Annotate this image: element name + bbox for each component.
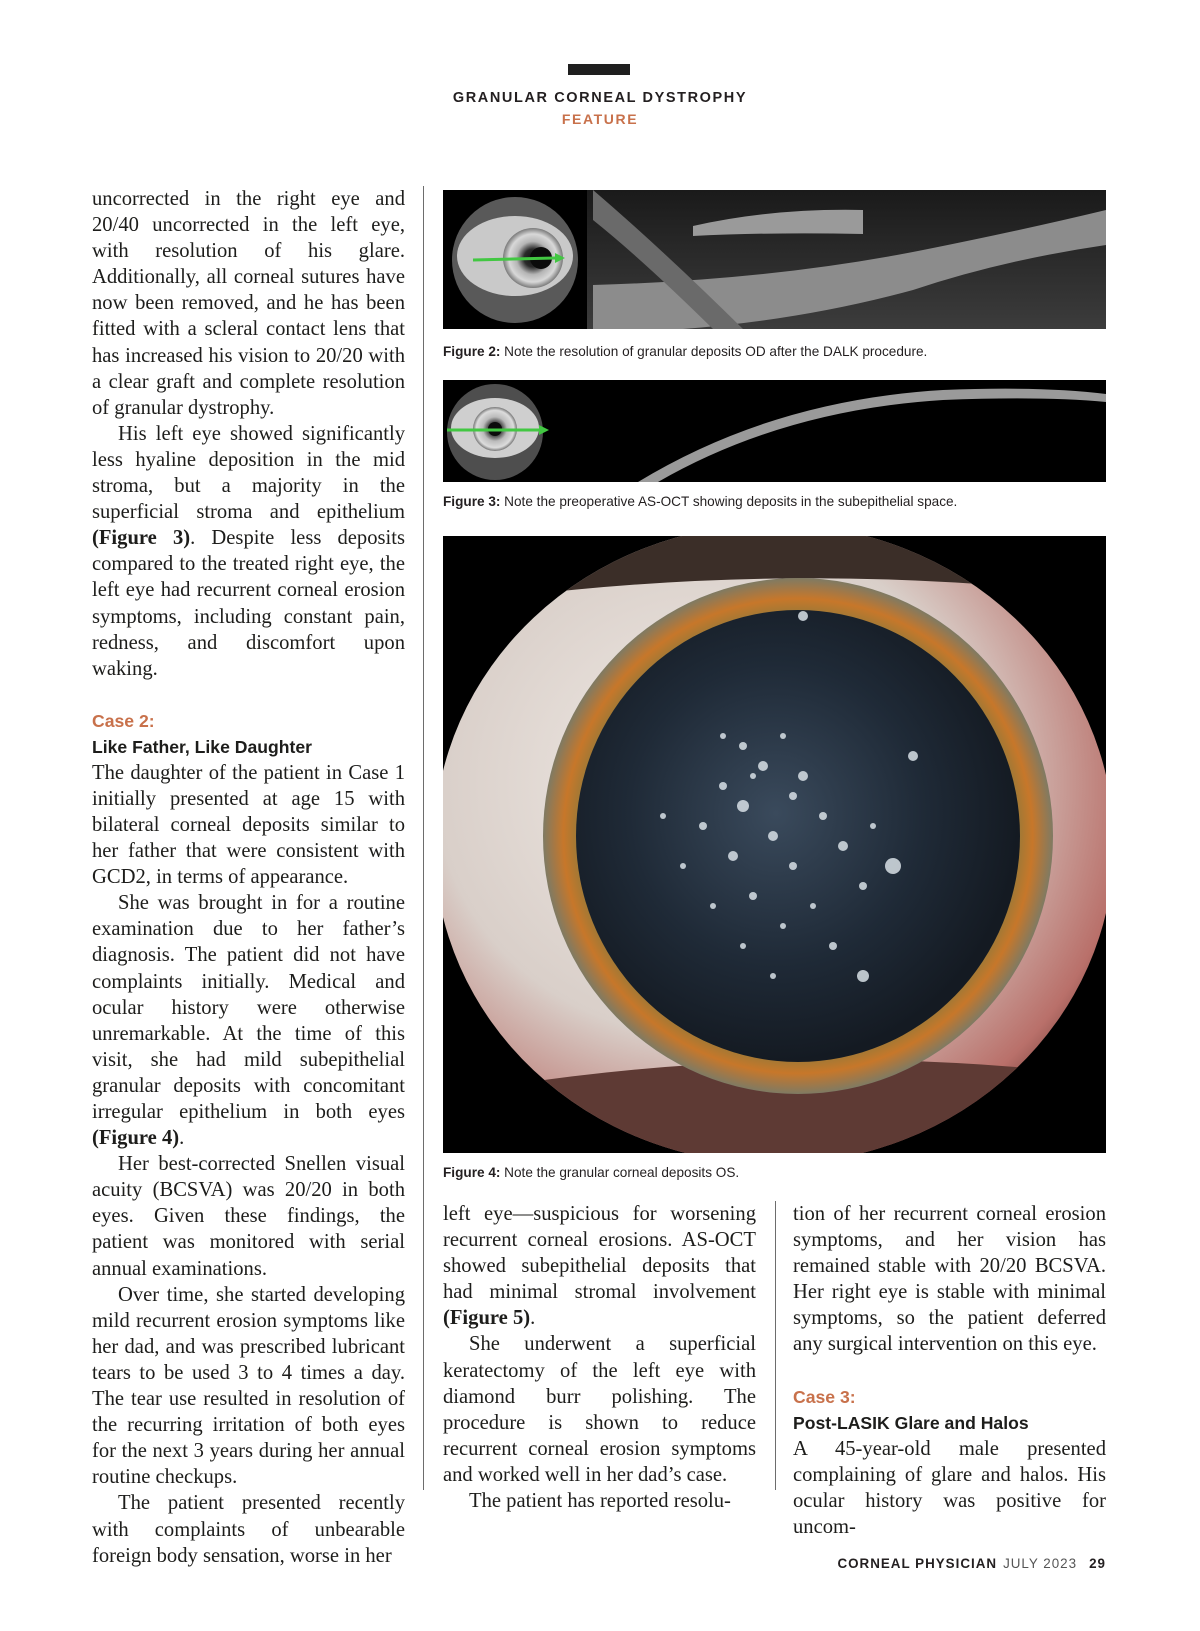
magazine-name: CORNEAL PHYSICIAN [837,1556,998,1571]
case-2-subheading: Like Father, Like Daughter [92,736,312,757]
figure-4-caption: Figure 4: Note the granular corneal deposits OS. [443,1165,740,1180]
article-column-1 [92,186,405,1569]
issue-date: JULY 2023 [1003,1556,1078,1571]
column-divider [423,186,424,1490]
article-column-3 [793,1201,1106,1540]
header-bar [568,64,630,75]
paragraph: She was brought in for a routine examination due to her father’s diagnosis. The patient did not have complaints initially. Medical and ocular history were otherwise unremarkable. At the time of this visit, she had mild subepithelial granular deposits with concomitant irregular epithelium in both eyes (Figure 4). [92,892,405,1150]
paragraph: Her best-corrected Snellen visual acuity (BCSVA) was 20/20 in both eyes. Given these findings, the patient was monitored with serial annual examinations. [92,1153,405,1280]
section-label: FEATURE [561,111,639,127]
paragraph: uncorrected in the right eye and 20/40 uncorrected in the left eye, with resolution of his glare. Additionally, all corneal sutures have now been removed, and he has been fitted with a scleral contact lens that has increased his vision to 20/20 with a clear graft and complete resolution of granular dystrophy. [92,188,405,419]
paragraph: tion of her recurrent corneal erosion symptoms, and her vision has remained stable with 20/20 BCSVA. Her right eye is stable with minimal symptoms, so the patient deferred any surgical intervention on this eye. [793,1203,1106,1356]
paragraph: She underwent a superficial keratectomy of the left eye with diamond burr polishing. The procedure is shown to reduce recurrent corneal erosion symptoms and worked well in her dad’s case. [443,1333,756,1486]
paragraph: The daughter of the patient in Case 1 initially presented at age 15 with bilateral corneal deposits similar to her father that were consistent with GCD2, in terms of appearance. [92,761,405,889]
figure-4-slit-lamp-photo [443,536,1106,1153]
paragraph: The patient presented recently with complaints of unbearable foreign body sensation, worse in her [92,1492,405,1567]
figure-2-oct-image [443,190,1106,329]
column-divider [775,1201,776,1490]
paragraph: left eye—suspicious for worsening recurrent corneal erosions. AS-OCT showed subepithelial deposits that had minimal stromal involvement (Figure 5). [443,1203,756,1330]
paragraph: A 45-year-old male presented complaining of glare and halos. His ocular history was positive for uncom- [793,1437,1106,1538]
figure-reference: (Figure 5) [443,1307,531,1330]
page-number: 29 [1089,1556,1106,1571]
paragraph: His left eye showed significantly less hyaline deposition in the mid stroma, but a majority in the superficial stroma and epithelium (Figure 3). Despite less deposits compared to the treated right eye, the left eye had recurrent corneal erosion symptoms, including constant pain, redness, and discomfort upon waking. [92,422,405,680]
figure-reference: (Figure 4) [92,1127,180,1150]
case-3-heading: Case 3: [793,1386,856,1407]
article-column-2 [443,1201,756,1514]
section-title: GRANULAR CORNEAL DYSTROPHY [452,90,748,106]
figure-3-caption: Figure 3: Note the preoperative AS-OCT showing deposits in the subepithelial space. [443,494,958,509]
paragraph: Over time, she started developing mild recurrent erosion symptoms like her dad, and was prescribed lubricant tears to be used 3 to 4 times a day. The tear use resulted in resolution of the recurring irritation of both eyes for the next 3 years during her annual routine checkups. [92,1283,405,1489]
figure-3-oct-image [443,380,1106,482]
page-footer [837,1556,1106,1571]
figure-2-caption: Figure 2: Note the resolution of granular deposits OD after the DALK procedure. [443,344,928,359]
case-2-heading: Case 2: [92,710,155,731]
case-3-subheading: Post-LASIK Glare and Halos [793,1412,1029,1433]
paragraph: The patient has reported resolu- [469,1490,731,1513]
figure-reference: (Figure 3) [92,527,191,550]
